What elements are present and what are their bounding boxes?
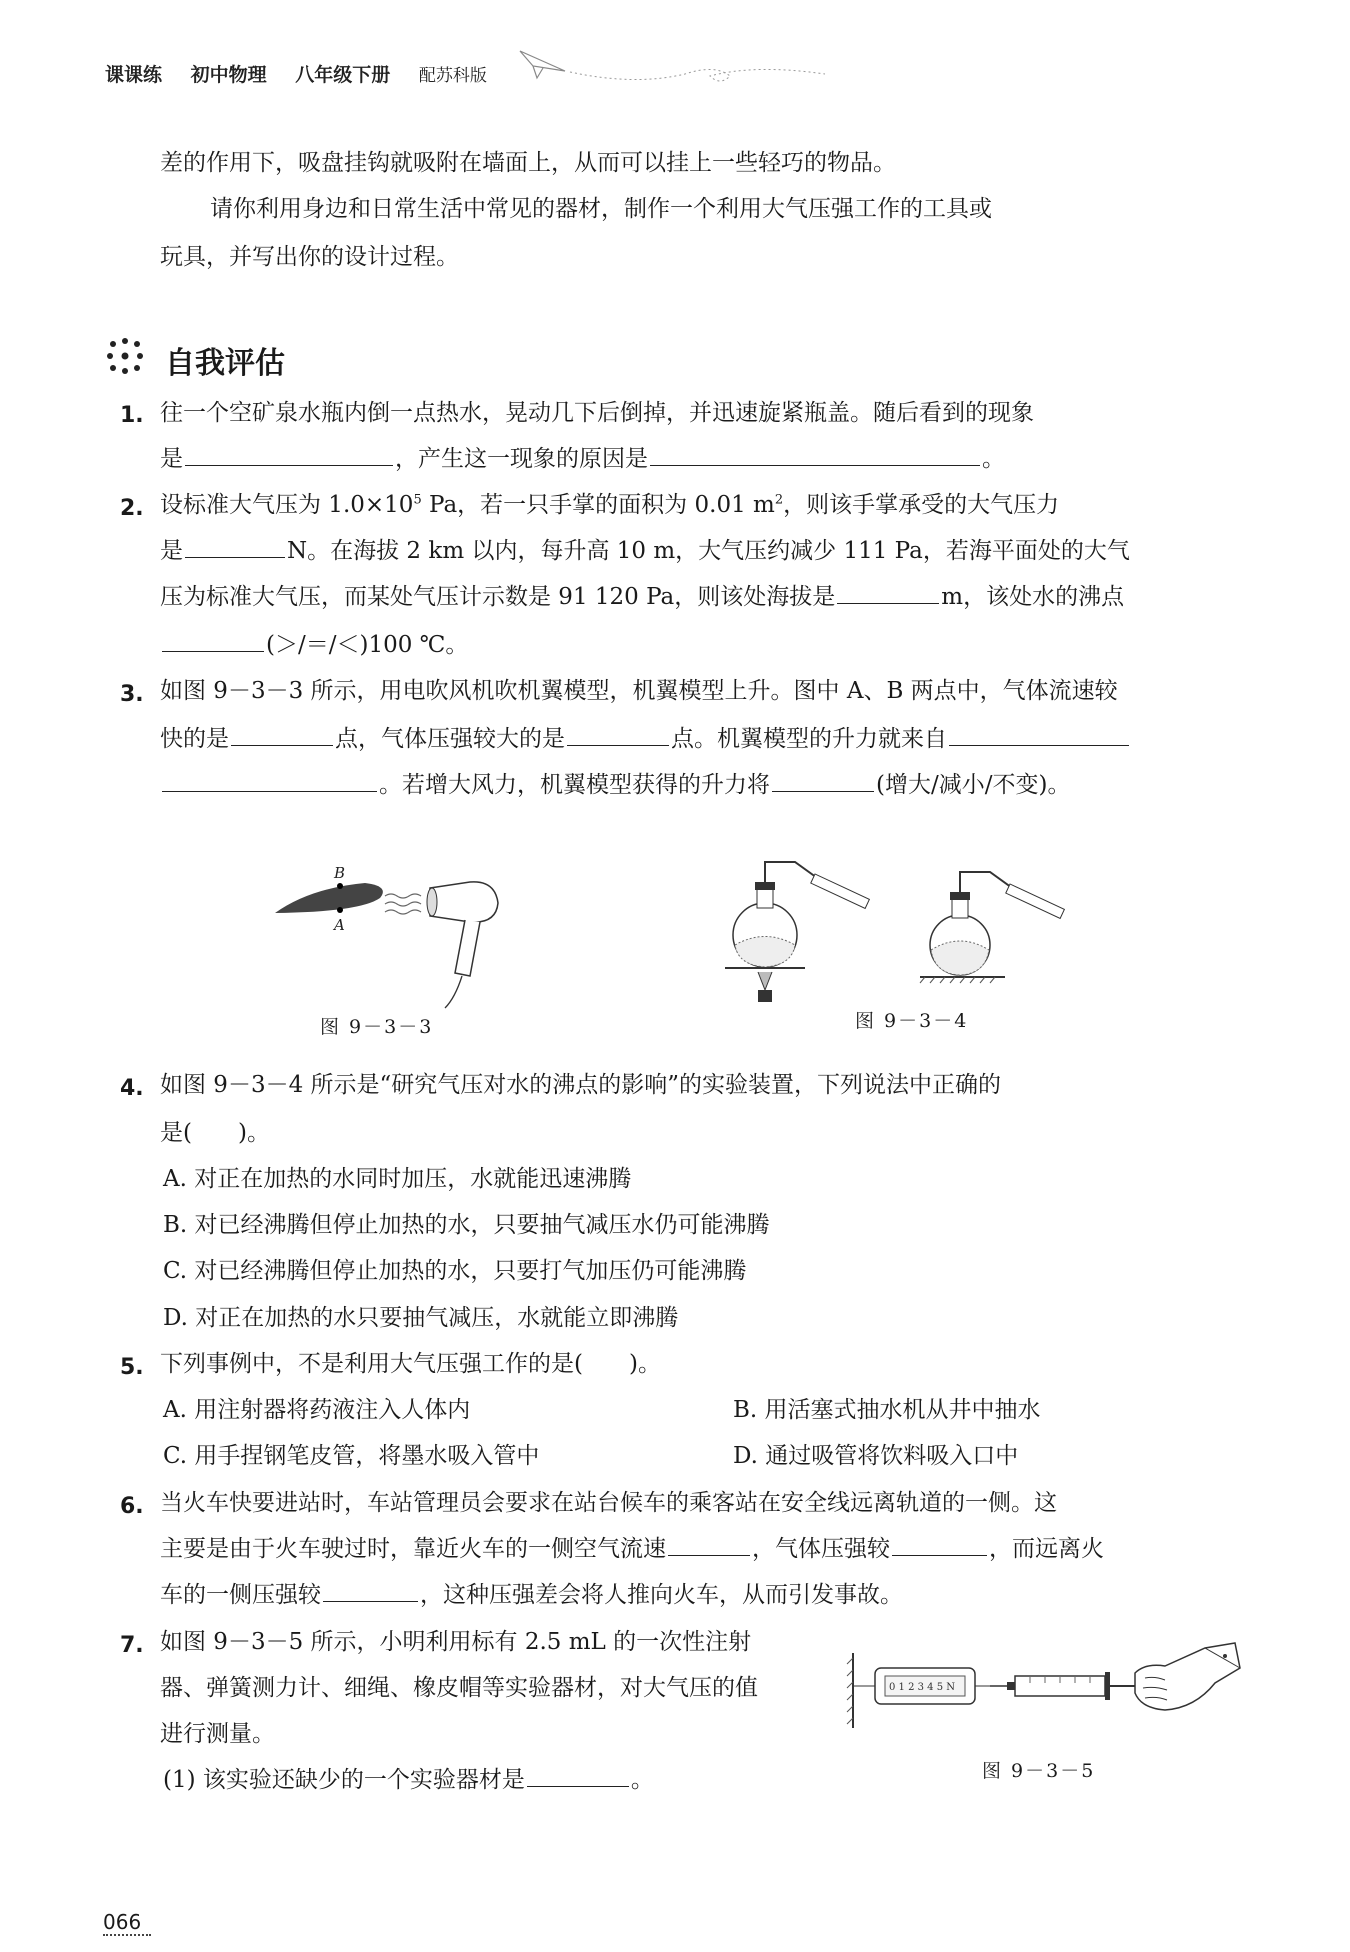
question-number: 4. (120, 1076, 144, 1101)
q3-text-e: (增大/减小/不变)。 (876, 772, 1071, 798)
q1-line-2 (160, 446, 1005, 474)
hairdryer (427, 882, 498, 1008)
point-a (337, 907, 343, 913)
q6-line-3 (160, 1582, 903, 1610)
answer-blank[interactable] (892, 1554, 987, 1556)
q7-line-3: 进行测量。 (160, 1721, 275, 1747)
q4-option-d[interactable]: D. 对正在加热的水只要抽气减压，水就能立即沸腾 (163, 1305, 679, 1331)
q2-line-1 (160, 492, 1059, 520)
spring-scale (853, 1668, 990, 1704)
q2-text-f: 压为标准大气压，而某处气压计示数是 91 120 Pa，则该处海拔是 (160, 584, 836, 610)
question-number: 5. (120, 1355, 144, 1380)
header-edition: 配苏科版 (418, 66, 487, 86)
q6-text-d: 车的一侧压强较 (160, 1582, 321, 1608)
q7-line-2: 器、弹簧测力计、细绳、橡皮帽等实验器材，对大气压的值 (160, 1675, 758, 1701)
q4-option-c[interactable]: C. 对已经沸腾但停止加热的水，只要打气加压仍可能沸腾 (163, 1258, 747, 1284)
page-number: 066 (103, 1910, 142, 1934)
header-series: 课课练 (105, 64, 163, 86)
q2-exponent-2: 2 (774, 492, 784, 508)
point-b (337, 883, 343, 889)
q3-text-a: 快的是 (160, 726, 229, 752)
q1-text-b: ，产生这一现象的原因是 (395, 446, 648, 472)
q6-text-a: 主要是由于火车驶过时，靠近火车的一侧空气流速 (160, 1536, 666, 1562)
syringe (990, 1672, 1140, 1700)
answer-blank[interactable] (162, 650, 264, 652)
answer-blank[interactable] (772, 790, 874, 792)
q3-text-c: 点。机翼模型的升力就来自 (671, 726, 947, 752)
answer-blank[interactable] (567, 744, 669, 746)
q3-line-2 (160, 726, 1131, 754)
wall (847, 1653, 853, 1728)
q3-line-1: 如图 9－3－3 所示，用电吹风机吹机翼模型，机翼模型上升。图中 A、B 两点中，气体流速较 (160, 678, 1118, 704)
q3-text-d: 。若增大风力，机翼模型获得的升力将 (379, 772, 770, 798)
answer-blank[interactable] (837, 602, 939, 604)
q6-text-b: ，气体压强较 (752, 1536, 890, 1562)
answer-blank[interactable] (323, 1600, 418, 1602)
question-number: 2. (120, 496, 144, 521)
syringe-spring-scale-figure (845, 1638, 1245, 1748)
q5-option-b[interactable]: B. 用活塞式抽水机从井中抽水 (733, 1397, 1041, 1423)
q2-text-a: 设标准大气压为 1.0×10 (160, 492, 414, 518)
q2-line-3 (160, 584, 1124, 612)
q6-text-e: ，这种压强差会将人推向火车，从而引发事故。 (420, 1582, 903, 1608)
q4-option-b[interactable]: B. 对已经沸腾但停止加热的水，只要抽气减压水仍可能沸腾 (163, 1212, 770, 1238)
q4-line-1: 如图 9－3－4 所示是“研究气压对水的沸点的影响”的实验装置，下列说法中正确的 (160, 1072, 1002, 1098)
q1-text-a: 是 (160, 446, 183, 472)
q1-text-c: 。 (982, 446, 1005, 472)
figure-caption: 图 9－3－4 (855, 1010, 969, 1032)
hand (1135, 1643, 1240, 1710)
question-number: 1. (120, 403, 144, 428)
q2-text-g: m，该处水的沸点 (941, 584, 1125, 610)
scale-markings: 0 1 2 3 4 5 N (889, 1682, 955, 1693)
intro-line-3: 玩具，并写出你的设计过程。 (160, 244, 459, 270)
answer-blank[interactable] (650, 464, 980, 466)
q2-text-h: (＞/＝/＜)100 ℃。 (266, 632, 469, 658)
answer-blank[interactable] (527, 1785, 629, 1787)
q5-option-a[interactable]: A. 用注射器将药液注入人体内 (163, 1397, 471, 1423)
q6-text-c: ，而远离火 (989, 1536, 1104, 1562)
page-header (105, 60, 509, 87)
question-number: 6. (120, 1494, 144, 1519)
boiling-flasks-figure (720, 850, 1100, 1010)
answer-blank[interactable] (668, 1554, 750, 1556)
header-grade: 八年级下册 (295, 64, 391, 86)
q2-text-d: 是 (160, 538, 183, 564)
header-subject: 初中物理 (190, 64, 267, 86)
figure-caption: 图 9－3－3 (320, 1016, 434, 1038)
answer-blank[interactable] (185, 556, 285, 558)
question-number: 7. (120, 1633, 144, 1658)
q7-text-a: (1) 该实验还缺少的一个实验器材是 (163, 1767, 525, 1793)
q5-line-1: 下列事例中，不是利用大气压强工作的是( )。 (160, 1351, 661, 1377)
answer-blank[interactable] (231, 744, 333, 746)
q4-option-a[interactable]: A. 对正在加热的水同时加压，水就能迅速沸腾 (163, 1166, 632, 1192)
q7-part-1 (163, 1767, 654, 1795)
q2-text-e: N。在海拔 2 km 以内，每升高 10 m，大气压约减少 111 Pa，若海平面处的大气 (287, 538, 1130, 564)
q3-line-3 (160, 772, 1070, 800)
wing-model (275, 883, 383, 913)
intro-line-2: 请你利用身边和日常生活中常见的器材，制作一个利用大气压强工作的工具或 (210, 196, 992, 222)
q2-line-2 (160, 538, 1130, 566)
q2-exponent: 5 (413, 492, 422, 508)
dots-section-icon (105, 336, 151, 382)
q4-line-2: 是( )。 (160, 1120, 270, 1146)
label-b: B (334, 864, 346, 882)
section-title: 自我评估 (165, 346, 285, 381)
answer-blank[interactable] (185, 464, 393, 466)
q2-line-4 (160, 632, 468, 660)
q7-text-b: 。 (630, 1767, 654, 1793)
question-number: 3. (120, 682, 144, 707)
figure-caption: 图 9－3－5 (982, 1760, 1096, 1782)
intro-line-1: 差的作用下，吸盘挂钩就吸附在墙面上，从而可以挂上一些轻巧的物品。 (160, 150, 896, 176)
label-a: A (334, 916, 345, 934)
q6-line-2 (160, 1536, 1104, 1564)
answer-blank[interactable] (162, 790, 377, 792)
flask-standing (920, 872, 1064, 983)
q6-line-1: 当火车快要进站时，车站管理员会要求在站台候车的乘客站在安全线远离轨道的一侧。这 (160, 1490, 1057, 1516)
q3-text-b: 点，气体压强较大的是 (335, 726, 565, 752)
answer-blank[interactable] (949, 744, 1129, 746)
paper-plane-icon (515, 46, 835, 86)
airflow-lines (385, 894, 421, 914)
q5-option-d[interactable]: D. 通过吸管将饮料吸入口中 (733, 1443, 1019, 1469)
q7-line-1: 如图 9－3－5 所示，小明利用标有 2.5 mL 的一次性注射 (160, 1629, 752, 1655)
flask-heated (725, 862, 869, 1002)
q1-line-1: 往一个空矿泉水瓶内倒一点热水，晃动几下后倒掉，并迅速旋紧瓶盖。随后看到的现象 (160, 400, 1034, 426)
wing-hairdryer-figure (270, 858, 520, 1018)
q5-option-c[interactable]: C. 用手捏钢笔皮管，将墨水吸入管中 (163, 1443, 540, 1469)
page-number-underline (103, 1934, 151, 1936)
q2-text-c: ，则该手掌承受的大气压力 (783, 492, 1060, 518)
q2-text-b: Pa，若一只手掌的面积为 0.01 m (421, 492, 775, 518)
